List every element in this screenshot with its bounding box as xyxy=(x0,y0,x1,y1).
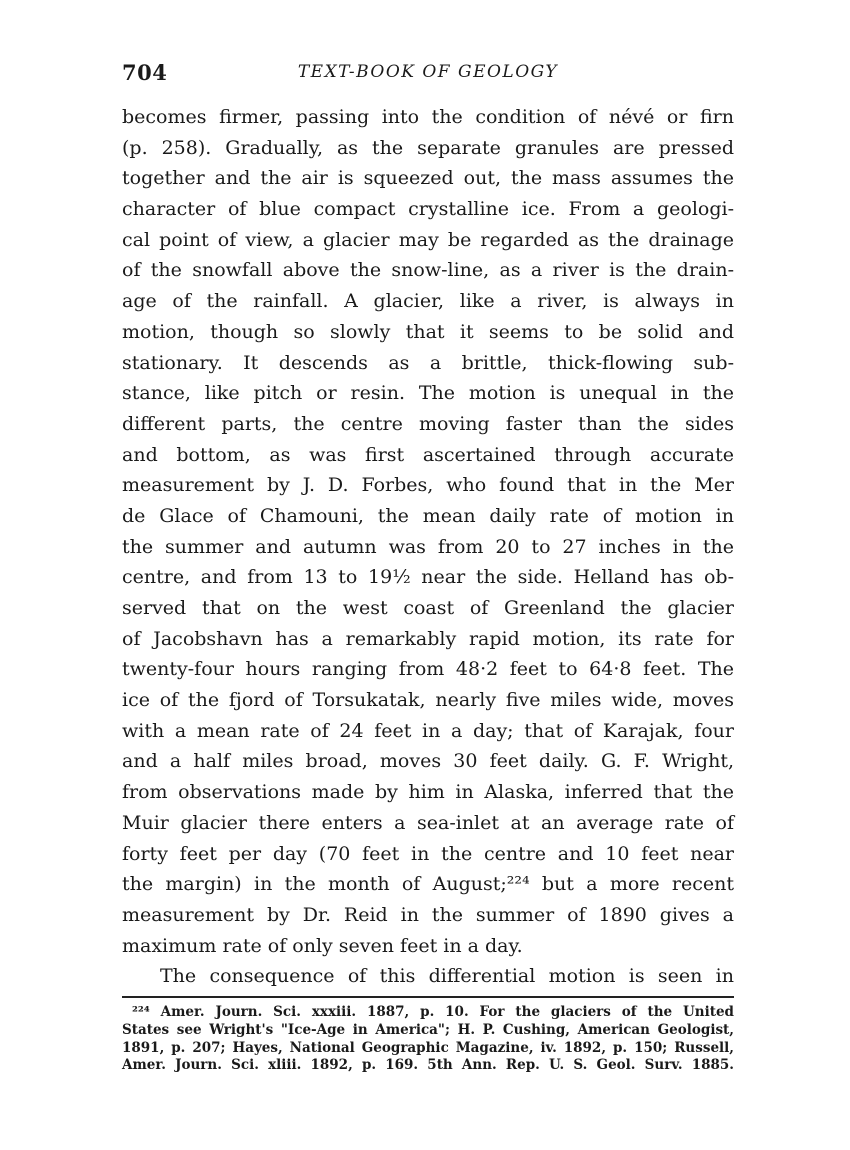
text-line: (p. 258). Gradually, as the separate granules are pressed xyxy=(122,136,734,159)
text-line: motion, though so slowly that it seems to be solid and xyxy=(122,320,734,343)
text-line: the margin) in the month of August;²²⁴ but a more recent xyxy=(122,873,734,896)
footnote-line: States see Wright's "Ice-Age in America"; H. P. Cushing, American Geologist, xyxy=(122,1021,734,1038)
footnote-line: Amer. Journ. Sci. xliii. 1892, p. 169. 5th Ann. Rep. U. S. Geol. Surv. 1885. xyxy=(122,1057,734,1074)
text-line: served that on the west coast of Greenland the glacier xyxy=(122,597,734,619)
body-text xyxy=(122,102,734,992)
text-line: stance, like pitch or resin. The motion is unequal in the xyxy=(122,382,734,405)
text-line: centre, and from 13 to 19½ near the side. Helland has ob- xyxy=(122,566,734,589)
paragraph-start-line: The consequence of this differential motion is seen in xyxy=(160,965,734,988)
text-line: from observations made by him in Alaska, inferred that the xyxy=(122,781,734,804)
text-line: Muir glacier there enters a sea-inlet at an average rate of xyxy=(122,811,734,834)
text-line: de Glace of Chamouni, the mean daily rate of motion in xyxy=(122,504,734,527)
footnote xyxy=(122,1004,734,1075)
text-line: ice of the fjord of Torsukatak, nearly five miles wide, moves xyxy=(122,689,734,712)
running-title: TEXT-BOOK OF GEOLOGY xyxy=(297,62,559,82)
text-line: of Jacobshavn has a remarkably rapid motion, its rate for xyxy=(122,627,734,650)
text-line: of the snowfall above the snow-line, as a river is the drain- xyxy=(122,259,734,282)
text-line: character of blue compact crystalline ice. From a geologi- xyxy=(122,198,734,221)
text-line: the summer and autumn was from 20 to 27 inches in the xyxy=(122,535,734,558)
text-line: cal point of view, a glacier may be regarded as the drainage xyxy=(122,228,734,251)
text-line: measurement by Dr. Reid in the summer of 1890 gives a xyxy=(122,903,734,926)
text-line: age of the rainfall. A glacier, like a river, is always in xyxy=(122,290,734,313)
page-header xyxy=(122,60,734,88)
text-line: and bottom, as was first ascertained through accurate xyxy=(122,443,734,466)
footnote-line: ²²⁴ Amer. Journ. Sci. xxxiii. 1887, p. 10. For the glaciers of the United xyxy=(132,1004,734,1020)
footnote-line: 1891, p. 207; Hayes, National Geographic Magazine, iv. 1892, p. 150; Russell, xyxy=(122,1039,734,1056)
text-line: measurement by J. D. Forbes, who found that in the Mer xyxy=(122,474,734,497)
footnote-rule xyxy=(122,996,734,998)
text-line: together and the air is squeezed out, the mass assumes the xyxy=(122,167,734,190)
text-line: stationary. It descends as a brittle, thick-flowing sub- xyxy=(122,351,734,374)
text-line: becomes firmer, passing into the condition of névé or firn xyxy=(122,106,734,128)
paragraph-end-line: maximum rate of only seven feet in a day. xyxy=(122,934,523,957)
text-line: forty feet per day (70 feet in the centre and 10 feet near xyxy=(122,842,734,865)
text-line: with a mean rate of 24 feet in a day; that of Karajak, four xyxy=(122,719,734,742)
text-line: different parts, the centre moving faster than the sides xyxy=(122,412,734,435)
text-line: twenty-four hours ranging from 48·2 feet to 64·8 feet. The xyxy=(122,658,734,681)
page-number: 704 xyxy=(122,60,168,85)
text-line: and a half miles broad, moves 30 feet daily. G. F. Wright, xyxy=(122,750,734,773)
